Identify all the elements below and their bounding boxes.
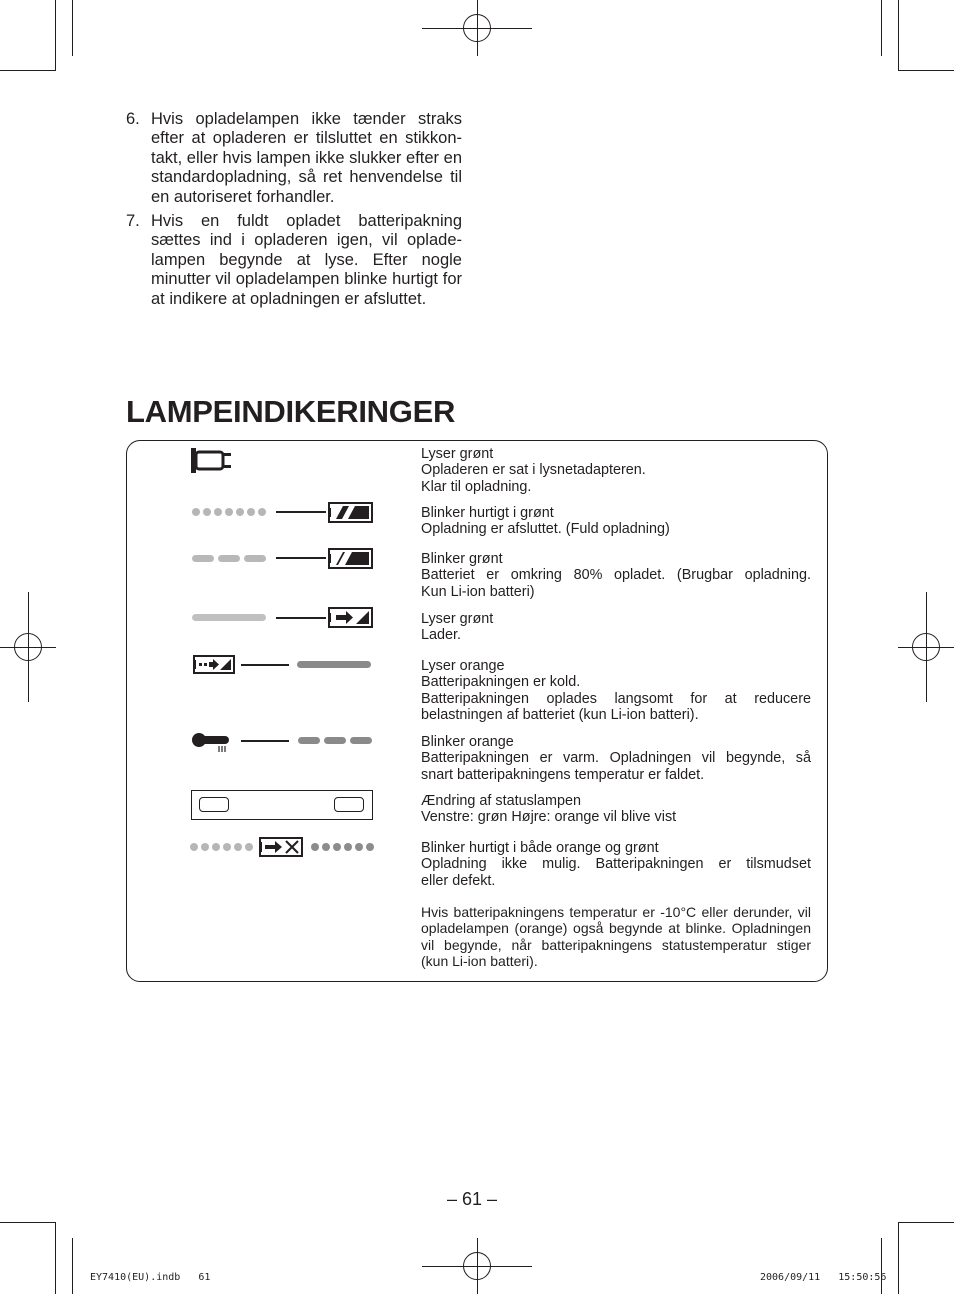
crop-mark	[0, 1222, 56, 1223]
indicator-description: Lyser grønt Opladeren er sat i lysnetadapteren. Klar til opladning.	[421, 446, 646, 495]
list-text: Hvis opladelampen ikke tænder straks efter at opladeren er tilsluttet en stikkontakt, eller hvis lampen ikke slukker efter en standardopladning, så ret henvendelse til en autoriseret forhandler.	[151, 110, 462, 206]
lamp-blink-orange	[298, 737, 320, 744]
indicator-description: Blinker grønt Batteriet er omkring 80% opladet. (Brugbar opladning. Kun Li-ion batteri)	[421, 551, 811, 600]
footer-file: EY7410(EU).indb 61	[90, 1272, 211, 1283]
crop-mark	[55, 1222, 56, 1294]
battery-charging-icon	[193, 655, 235, 674]
connector-line	[276, 557, 326, 559]
list-item	[126, 110, 462, 207]
indicator-description: Blinker hurtigt i både orange og grønt Opladning ikke mulig. Batteripakningen er tilsmudset eller defekt.	[421, 840, 811, 889]
page-number: – 61 –	[447, 1189, 498, 1209]
list-number: 7.	[126, 212, 140, 230]
lamp-steady	[192, 614, 266, 621]
crop-mark	[55, 0, 56, 71]
registration-circle	[912, 633, 940, 661]
crop-mark	[0, 70, 56, 71]
registration-circle	[14, 633, 42, 661]
indicator-description: Ændring af statuslampen Venstre: grøn Højre: orange vil blive vist	[421, 793, 677, 826]
registration-circle	[463, 14, 491, 42]
temperature-note: Hvis batteripakningens temperatur er -10°C eller derunder, vil opladelampen (orange) også begynde at blinke. Opladningen vil begynde, når batteripakningens statustemperatur stiger (kun Li-ion batteri).	[421, 904, 811, 969]
lamp-blink-fast	[192, 508, 266, 516]
crop-mark	[898, 0, 899, 71]
connector-line	[276, 617, 326, 619]
battery-80-icon	[328, 548, 373, 569]
list-item	[126, 212, 462, 309]
crop-mark	[898, 70, 954, 71]
lamp-blink-fast-orange	[311, 843, 374, 851]
plug-icon	[190, 447, 236, 474]
indicator-description: Lyser orange Batteripakningen er kold. Batteripakningen oplades langsomt for at reducere belastningen af batteriet (kun Li-ion batteri).	[421, 658, 811, 723]
crop-mark	[72, 1238, 73, 1294]
battery-full-icon	[328, 502, 373, 523]
list-number: 6.	[126, 110, 140, 128]
lamp-blink-orange	[350, 737, 372, 744]
indicator-description: Lyser grønt Lader.	[421, 611, 494, 644]
lamp-blink	[192, 555, 214, 562]
lamp-blink-fast-green	[190, 843, 253, 851]
battery-error-icon	[259, 837, 303, 857]
registration-circle	[463, 1252, 491, 1280]
lamp-left-green	[199, 797, 229, 812]
crop-mark	[881, 1238, 882, 1294]
thermometer-icon	[191, 731, 235, 753]
crop-mark	[898, 1222, 954, 1223]
battery-charging-icon	[328, 607, 373, 628]
connector-line	[276, 511, 326, 513]
lamp-right-orange	[334, 797, 364, 812]
lamp-steady-orange	[297, 661, 371, 668]
crop-mark	[898, 1222, 899, 1294]
crop-mark	[881, 0, 882, 56]
indicator-description: Blinker hurtigt i grønt Opladning er afsluttet. (Fuld opladning)	[421, 505, 670, 538]
lamp-blink	[244, 555, 266, 562]
crop-mark	[72, 0, 73, 56]
lamp-blink	[218, 555, 240, 562]
lamp-blink-orange	[324, 737, 346, 744]
indicator-description: Blinker orange Batteripakningen er varm. Opladningen vil begynde, så snart batteripakningens temperatur er faldet.	[421, 734, 811, 783]
connector-line	[241, 740, 289, 742]
section-title: LAMPEINDIKERINGER	[126, 394, 456, 429]
list-text: Hvis en fuldt opladet batteripakning sættes ind i opladeren igen, vil opladelampen begynde at lyse. Efter nogle minutter vil opladelampen blinke hurtigt for at indikere at opladningen er afsluttet.	[151, 212, 462, 308]
footer-timestamp: 2006/09/11 15:50:56	[760, 1272, 887, 1283]
connector-line	[241, 664, 289, 666]
